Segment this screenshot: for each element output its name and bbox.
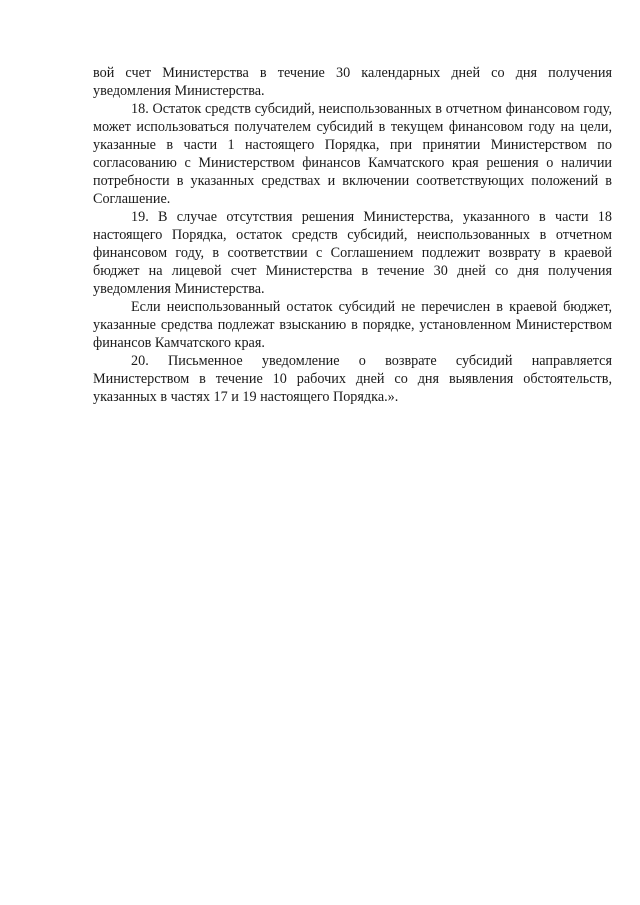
paragraph-continuation: вой счет Министерства в течение 30 календарных дней со дня получения уведомления Министерства. [93, 65, 612, 99]
paragraph-unused-balance: Если неиспользованный остаток субсидий не перечислен в краевой бюджет, указанные средства подлежат взысканию в порядке, установленном Министерством финансов Камчатского края. [93, 299, 612, 351]
paragraph-18: 18. Остаток средств субсидий, неиспользованных в отчетном финансовом году, может использоваться получателем субсидий в текущем финансовом году на цели, указанные в части 1 настоящего Порядка, при принятии Министерством по согласованию с Министерством финансов Камчатского края решения о наличии потребности в указанных средствах и включении соответствующих положений в Соглашение. [93, 101, 612, 207]
paragraph-20: 20. Письменное уведомление о возврате субсидий направляется Министерством в течение 10 рабочих дней со дня выявления обстоятельств, указанных в частях 17 и 19 настоящего Порядка.». [93, 353, 612, 405]
paragraph-19: 19. В случае отсутствия решения Министерства, указанного в части 18 настоящего Порядка, остаток средств субсидий, неиспользованных в отчетном финансовом году, в соответствии с Соглашением подлежит возврату в краевой бюджет на лицевой счет Министерства в течение 30 дней со дня получения уведомления Министерства. [93, 209, 612, 297]
document-body [93, 64, 612, 406]
